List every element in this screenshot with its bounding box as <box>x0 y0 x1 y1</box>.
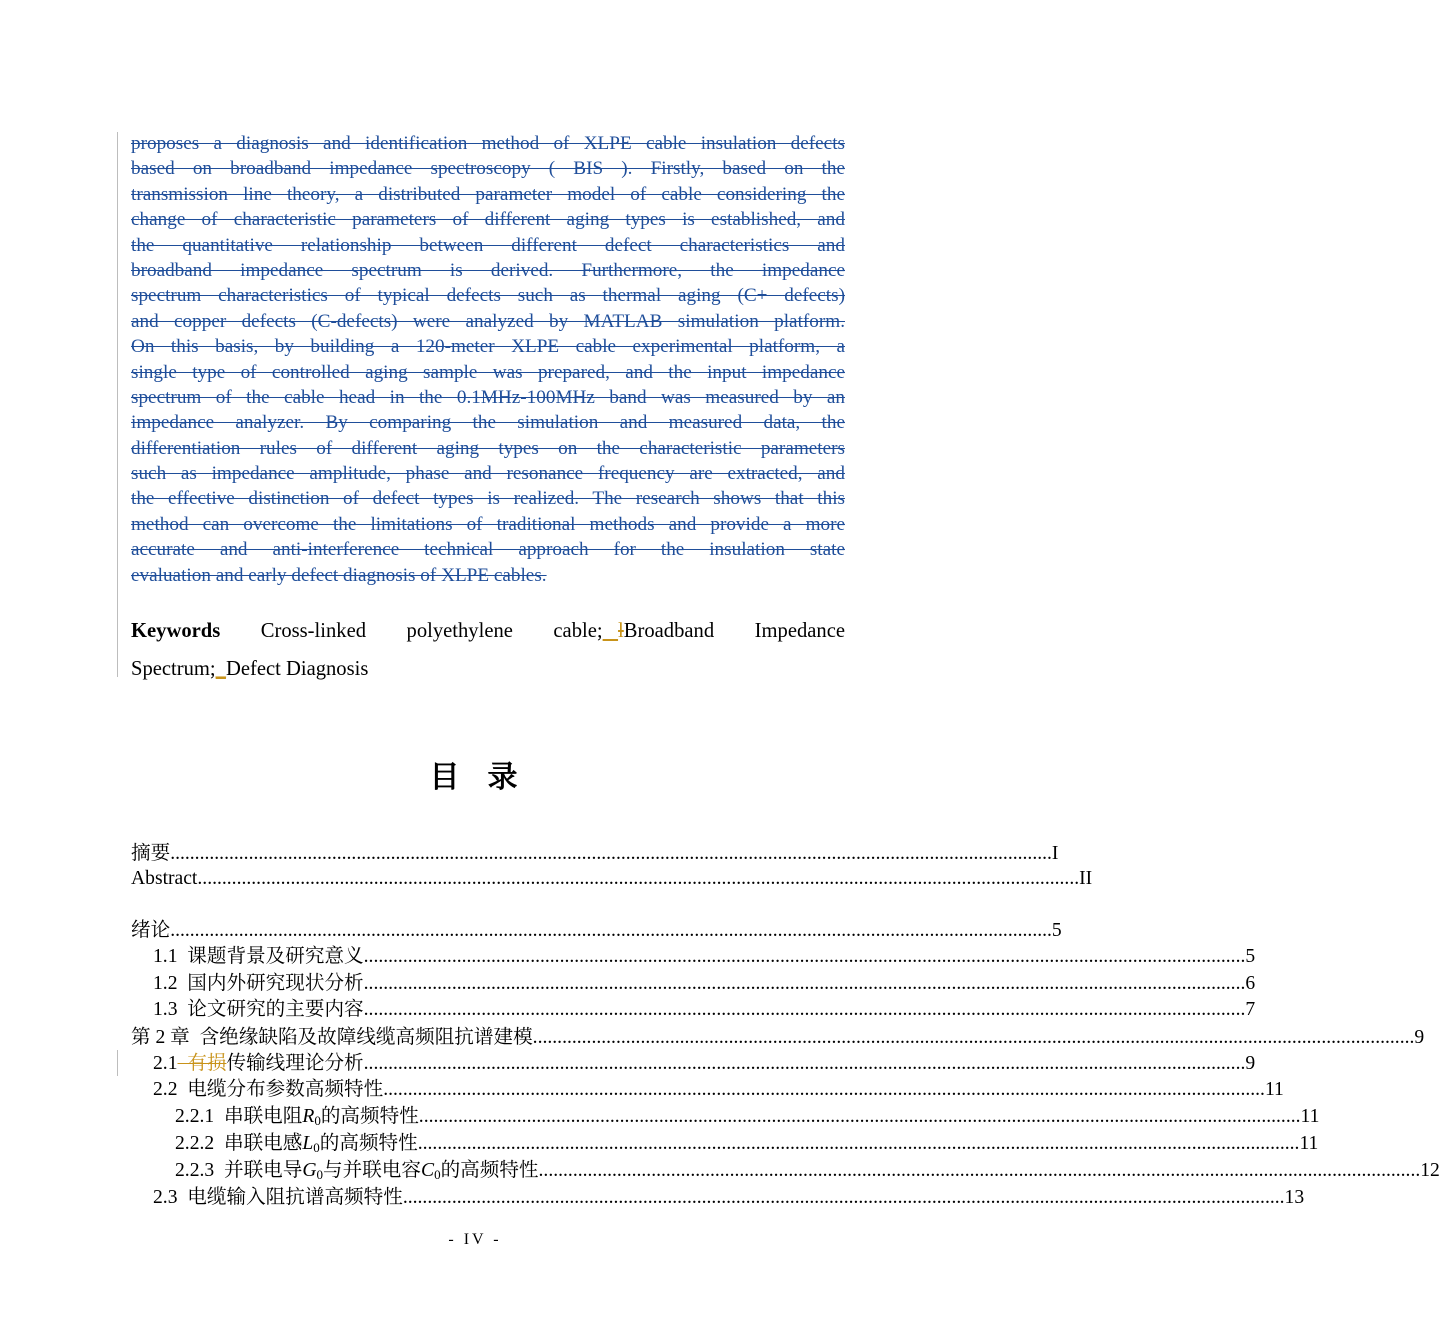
abstract-line: based on broadband impedance spectroscopy ( BIS ). Firstly, based on the <box>131 158 845 180</box>
abstract-line: proposes a diagnosis and identification method of XLPE cable insulation defects <box>131 133 845 154</box>
toc-entry[interactable]: Abstract .................................................................................................................................................................................... II <box>131 868 1093 889</box>
abstract-line: accurate and anti-interference technical approach for the insulation state <box>131 539 845 561</box>
toc-entry[interactable]: 1.3 论文研究的主要内容 .................................................................................................................................................................................... 7 <box>153 999 1256 1020</box>
change-bar <box>117 132 118 677</box>
abstract-line: spectrum of the cable head in the 0.1MHz-100MHz band was measured by an <box>131 386 845 408</box>
abstract-line: spectrum characteristics of typical defects such as thermal aging (C+ defects) <box>131 285 845 307</box>
abstract-line: the effective distinction of defect types is realized. The research shows that this <box>131 488 845 510</box>
toc-entry[interactable]: 1.1 课题背景及研究意义 .................................................................................................................................................................................... 5 <box>153 946 1256 967</box>
keywords-block <box>131 612 845 688</box>
toc-entry[interactable]: 2.2.2 串联电感$L_0$的高频特性 .................................................................................................................................................................................... 11 <box>175 1133 1319 1155</box>
abstract-line: On this basis, by building a 120-meter XLPE cable experimental platform, a <box>131 336 845 358</box>
keywords-label: Keywords <box>131 620 221 642</box>
deleted-mark: l <box>618 620 624 642</box>
toc-entry[interactable]: 2.2.1 串联电阻$R_0$的高频特性 .................................................................................................................................................................................... 11 <box>175 1106 1320 1128</box>
abstract-deleted-text <box>131 131 845 588</box>
abstract-line: method can overcome the limitations of traditional methods and provide a more <box>131 513 845 535</box>
deleted-text: 有损 <box>177 1053 227 1074</box>
abstract-line: such as impedance amplitude, phase and resonance frequency are extracted, and <box>131 463 845 485</box>
abstract-line: broadband impedance spectrum is derived. Furthermore, the impedance <box>131 259 845 281</box>
abstract-line: single type of controlled aging sample was prepared, and the input impedance <box>131 361 845 383</box>
toc-title: 目录 <box>429 760 546 795</box>
keyword-word: Cross-linked <box>260 620 367 642</box>
keyword-word: Impedance <box>754 620 845 642</box>
abstract-line: impedance analyzer. By comparing the simulation and measured data, the <box>131 412 845 434</box>
toc-entry[interactable]: 摘要 .................................................................................................................................................................................... I <box>131 841 1059 864</box>
toc-entry[interactable]: 1.2 国内外研究现状分析 .................................................................................................................................................................................... 6 <box>153 973 1256 994</box>
keyword-word: cable; lBroadband <box>553 620 715 642</box>
abstract-line: evaluation and early defect diagnosis of XLPE cables. <box>131 564 547 586</box>
inserted-underscore: _ <box>215 658 226 680</box>
toc-entry[interactable]: 2.3 电缆输入阻抗谱高频特性 .................................................................................................................................................................................... 13 <box>153 1187 1305 1208</box>
abstract-line: differentiation rules of different aging types on the characteristic parameters <box>131 437 845 459</box>
abstract-line: the quantitative relationship between different defect characteristics and <box>131 234 845 256</box>
toc-entry[interactable]: 2.2 电缆分布参数高频特性 .................................................................................................................................................................................... 11 <box>153 1079 1284 1100</box>
change-bar <box>117 1050 118 1076</box>
keyword-word: polyethylene <box>406 620 513 642</box>
keywords-line-1 <box>131 612 845 650</box>
keywords-line-2: Spectrum;_Defect Diagnosis <box>131 658 369 680</box>
toc-entry[interactable]: 2.2.3 并联电导$G_0$与并联电容$C_0$的高频特性 .................................................................................................................................................................................... 12 <box>175 1160 1440 1182</box>
abstract-line: transmission line theory, a distributed parameter model of cable considering the <box>131 183 845 205</box>
inserted-space <box>603 620 618 642</box>
toc-entry-chapter[interactable]: 第 2 章 含绝缘缺陷及故障线缆高频阻抗谱建模 .................................................................................................................................................................................... 9 <box>131 1025 1425 1048</box>
toc-entry[interactable]: 绪论 .................................................................................................................................................................................... 5 <box>131 918 1062 941</box>
abstract-line: change of characteristic parameters of different aging types is established, and <box>131 209 845 231</box>
abstract-line: and copper defects (C-defects) were analyzed by MATLAB simulation platform. <box>131 310 845 332</box>
toc-entry[interactable]: 2.1 有损传输线理论分析 .................................................................................................................................................................................... 9 <box>153 1053 1256 1074</box>
page-number: - IV - <box>448 1231 502 1248</box>
